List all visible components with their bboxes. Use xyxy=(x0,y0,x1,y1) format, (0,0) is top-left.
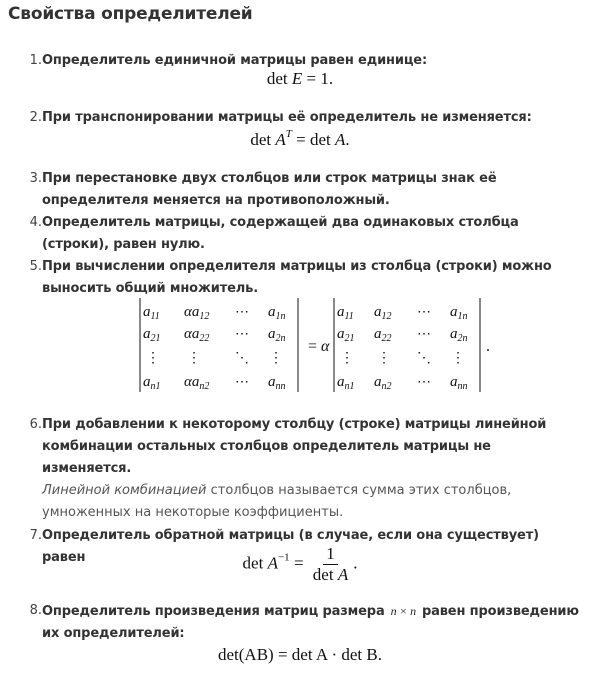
item-text: Определитель единичной матрицы равен единице: xyxy=(42,53,428,68)
item-text xyxy=(42,600,582,645)
matrix-ellipsis: ⋮ xyxy=(340,351,354,366)
math-token: det xyxy=(250,130,272,149)
equals-alpha: = α xyxy=(308,338,330,355)
formula-identity-det xyxy=(0,69,600,89)
matrix-ellipsis: ⋮ xyxy=(187,351,201,366)
matrix-cell: $\alpha a_{22}$ xyxy=(184,326,210,344)
math-token: E xyxy=(291,69,303,88)
matrix-cell: $a_{n1}$ xyxy=(143,374,161,392)
math-token: det xyxy=(266,69,288,88)
list-item xyxy=(26,600,586,645)
matrix-cell: $\alpha a_{12}$ xyxy=(184,304,210,322)
item-text: При транспонировании матрицы её определитель не изменяется: xyxy=(42,110,532,125)
math-token: = 1. xyxy=(306,69,334,88)
matrix-cell: $a_{22}$ xyxy=(374,326,392,344)
math-token: det(AB) = det A · det B. xyxy=(218,645,382,664)
math-token: . xyxy=(353,553,358,573)
fraction-numerator: 1 xyxy=(323,545,338,565)
math-token: det xyxy=(312,565,334,584)
item-text: Определитель обратной матрицы (в случае, если она существует) равен xyxy=(42,528,539,565)
item-note xyxy=(42,480,577,524)
item-text: При перестановке двух столбцов или строк матрицы знак её определителя меняется на противоположный. xyxy=(42,171,497,208)
matrix-cell: $a_{n1}$ xyxy=(337,374,355,392)
matrix-cell: $a_{1n}$ xyxy=(450,304,468,322)
note-text: столбцов называется сумма этих столбцов, умноженных на некоторые коэффициенты. xyxy=(42,483,512,520)
matrix-ellipsis: ⋮ xyxy=(377,351,391,366)
item-text-part: Определитель произведения матриц размера xyxy=(42,604,385,619)
matrix-cell: $a_{12}$ xyxy=(374,304,392,322)
matrix-ellipsis: ⋯ xyxy=(417,305,431,320)
matrix-cell: $a_{1n}$ xyxy=(268,304,286,322)
list-item xyxy=(26,168,586,212)
matrix-cell: $a_{2n}$ xyxy=(268,326,286,344)
formula-product-det xyxy=(0,645,600,665)
matrix-ellipsis: ⋱ xyxy=(235,351,249,366)
list-item xyxy=(26,212,586,256)
item-number: 3. xyxy=(29,171,42,186)
matrix-ellipsis: ⋯ xyxy=(235,375,249,390)
matrix-ellipsis: ⋯ xyxy=(417,375,431,390)
formula-period: . xyxy=(486,338,490,355)
item-number: 8. xyxy=(29,603,42,618)
math-token: A xyxy=(275,130,286,149)
list-item xyxy=(26,107,586,129)
item-text: При вычислении определителя матрицы из столбца (строки) можно выносить общий множитель. xyxy=(42,259,552,296)
matrix-ellipsis: ⋮ xyxy=(451,351,465,366)
matrix-cell: $a_{n2}$ xyxy=(374,374,392,392)
formula-inverse-det xyxy=(0,545,600,584)
matrix-cell: $a_{11}$ xyxy=(143,304,160,322)
math-token: A xyxy=(337,565,349,584)
math-token: A xyxy=(267,553,278,573)
matrix-cell: $a_{11}$ xyxy=(337,304,354,322)
page-title: Свойства определителей xyxy=(8,4,253,24)
item-number: 5. xyxy=(29,259,42,274)
matrix-cell: $a_{21}$ xyxy=(337,326,355,344)
matrix-ellipsis: ⋮ xyxy=(146,351,160,366)
matrix-ellipsis: ⋯ xyxy=(235,305,249,320)
math-token: . xyxy=(345,130,350,149)
matrix-ellipsis: ⋯ xyxy=(235,327,249,342)
item-number: 2. xyxy=(29,110,42,125)
item-number: 6. xyxy=(29,417,42,432)
fraction-denominator xyxy=(310,565,351,584)
formula-common-factor xyxy=(130,296,500,394)
item-number: 1. xyxy=(29,53,42,68)
inline-math: n × n xyxy=(390,604,416,618)
matrix-ellipsis: ⋱ xyxy=(417,351,431,366)
math-token: det xyxy=(242,553,264,573)
item-number: 4. xyxy=(29,215,42,230)
matrix-ellipsis: ⋯ xyxy=(417,327,431,342)
matrix-cell: $a_{21}$ xyxy=(143,326,161,344)
math-superscript: −1 xyxy=(277,551,290,564)
math-token: = det xyxy=(296,130,331,149)
matrix-cell: $\alpha a_{n2}$ xyxy=(184,374,210,392)
math-token: = xyxy=(293,553,304,573)
item-text-part: равен произведению их определителей: xyxy=(42,604,579,641)
math-fraction xyxy=(310,545,351,584)
matrix-cell: $a_{nn}$ xyxy=(450,374,468,392)
list-item xyxy=(26,256,586,300)
item-text: Определитель матрицы, содержащей два одинаковых столбца (строки), равен нулю. xyxy=(42,215,519,252)
note-emphasis: Линейной комбинацией xyxy=(42,483,207,498)
math-superscript: T xyxy=(285,128,292,140)
matrix-cell: $a_{nn}$ xyxy=(268,374,286,392)
matrix-cell: $a_{2n}$ xyxy=(450,326,468,344)
matrix-ellipsis: ⋮ xyxy=(269,351,283,366)
item-number: 7. xyxy=(29,528,42,543)
math-token: A xyxy=(335,130,346,149)
list-item xyxy=(26,414,586,524)
formula-transpose-det xyxy=(0,128,600,150)
item-text: При добавлении к некоторому столбцу (строке) матрицы линейной комбинации остальных столбцов определитель матрицы не изменяется. xyxy=(42,417,547,476)
